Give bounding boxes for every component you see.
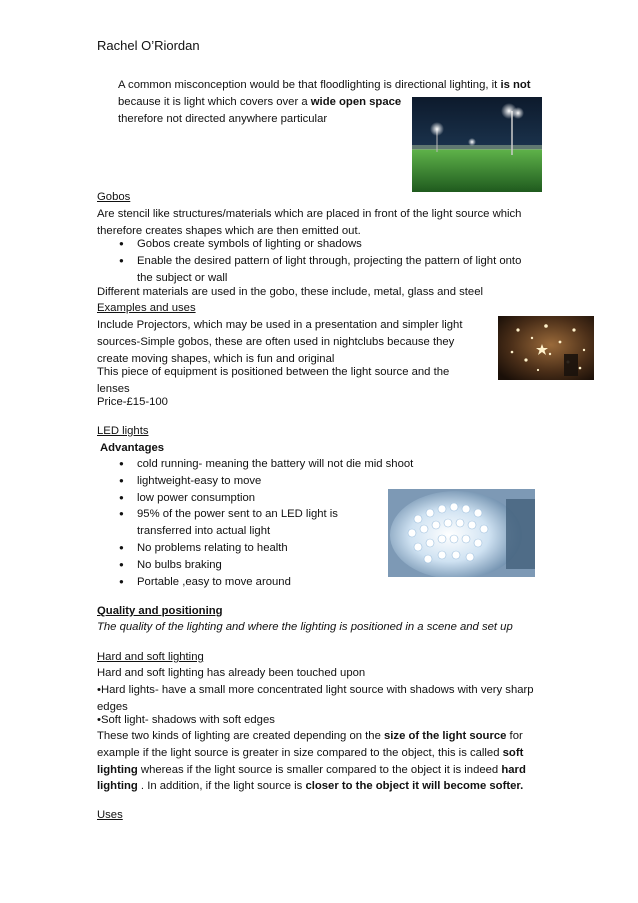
gobos-bullet: ● Enable the desired pattern of light through, projecting the pattern of light onto the subject or wall: [115, 253, 535, 287]
led-advantage-item: ● 95% of the power sent to an LED light is transferred into actual light: [115, 506, 365, 540]
star-gobo-projection-photo: [498, 316, 594, 380]
floodlit-field-photo: [412, 97, 542, 192]
floodlight-bold-2: wide open space: [310, 96, 402, 108]
gobos-bullet-list: [115, 236, 535, 286]
hardsoft-soft-bullet: •Soft light- shadows with soft edges: [97, 714, 275, 726]
gobos-position-text: This piece of equipment is positioned between the light source and the lenses: [97, 366, 450, 395]
hardsoft-text: for example if the light source is greater in size compared to the object, this is called: [97, 730, 523, 759]
led-advantages-heading: Advantages: [100, 442, 165, 454]
hardsoft-text: . In addition, if the light source is: [137, 780, 306, 793]
led-advantage-item: ● Portable ,easy to move around: [115, 574, 365, 591]
quality-heading: Quality and positioning: [97, 605, 223, 617]
gobos-heading: Gobos: [97, 191, 131, 203]
floodlight-paragraph-top: [118, 77, 538, 94]
hardsoft-explanation: [97, 728, 542, 795]
hardsoft-bold: hard lighting: [97, 763, 526, 793]
floodlight-text-2: because it is light which covers over a: [118, 96, 311, 108]
hardsoft-text: whereas if the light source is smaller compared to the object it is indeed: [137, 763, 502, 776]
hardsoft-heading: Hard and soft lighting: [97, 651, 204, 663]
led-bulb-photo: [388, 489, 535, 577]
floodlight-paragraph-bottom: [118, 94, 403, 128]
floodlight-bold-1: is not: [500, 79, 531, 91]
gobos-materials: Different materials are used in the gobo, these include, metal, glass and steel: [97, 286, 483, 298]
hardsoft-bold: size of the light source: [384, 730, 507, 742]
gobos-examples-heading: Examples and uses: [97, 302, 196, 314]
author-name: Rachel O’Riordan: [97, 38, 200, 53]
hardsoft-hard-bullet: •Hard lights- have a small more concentrated light source with shadows with very sharp edges: [97, 684, 534, 713]
led-advantage-item: ● lightweight-easy to move: [115, 473, 365, 490]
led-advantage-item: ● cold running- meaning the battery will not die mid shoot: [115, 456, 467, 473]
gobos-definition: Are stencil like structures/materials which are placed in front of the light source which therefore creates shapes which are then emitted out.: [97, 208, 522, 237]
uses-heading: Uses: [97, 809, 123, 821]
quality-subtitle: The quality of the lighting and where the lighting is positioned in a scene and set up: [97, 621, 513, 633]
led-advantage-item: ● No bulbs braking: [115, 557, 365, 574]
hardsoft-intro: Hard and soft lighting has already been touched upon: [97, 667, 366, 679]
floodlight-text-1: A common misconception would be that floodlighting is directional lighting, it: [118, 79, 501, 91]
gobos-examples-text: Include Projectors, which may be used in a presentation and simpler light sources-Simple gobos, these are often used in nightclubs because they create moving shapes, which is fun and original: [97, 319, 463, 365]
led-advantage-item: ● low power consumption: [115, 490, 365, 507]
led-heading: LED lights: [97, 425, 149, 437]
gobos-price: Price-£15-100: [97, 396, 168, 408]
led-advantage-item: ● No problems relating to health: [115, 540, 365, 557]
led-advantages-list: [115, 456, 414, 590]
floodlight-text-3: therefore not directed anywhere particular: [118, 112, 328, 125]
hardsoft-bold: soft lighting: [97, 746, 524, 776]
hardsoft-text: These two kinds of lighting are created depending on the: [97, 730, 385, 742]
gobos-bullet: ● Gobos create symbols of lighting or shadows: [115, 236, 535, 253]
hardsoft-bold: closer to the object it will become softer.: [305, 780, 524, 793]
